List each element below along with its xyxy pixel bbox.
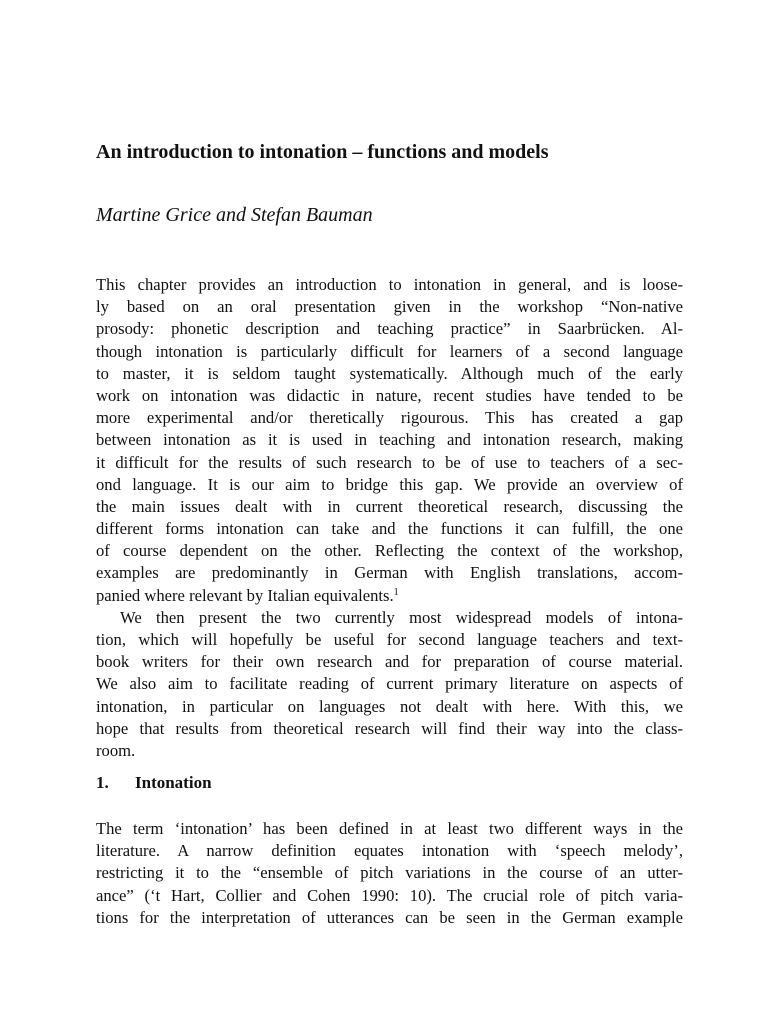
- text-line: literature. A narrow definition equates intonation with ‘speech melody’,: [96, 841, 683, 861]
- text-line: We also aim to facilitate reading of current primary literature on aspects of: [96, 674, 683, 694]
- text-line: of course dependent on the other. Reflecting the context of the workshop,: [96, 541, 683, 561]
- text-line: book writers for their own research and for preparation of course material.: [96, 652, 683, 672]
- section-heading: [96, 772, 212, 794]
- text-line: between intonation as it is used in teaching and intonation research, making: [96, 430, 683, 450]
- text-line: more experimental and/or theretically rigourous. This has created a gap: [96, 408, 683, 428]
- text-line: ly based on an oral presentation given in the workshop “Non-native: [96, 297, 683, 317]
- section-number: 1.: [96, 773, 109, 792]
- chapter-authors: Martine Grice and Stefan Bauman: [96, 204, 373, 226]
- section-title: Intonation: [135, 773, 212, 792]
- text-line: the main issues dealt with in current theoretical research, discussing the: [96, 496, 683, 516]
- text-line: intonation, in particular on languages not dealt with here. With this, we: [96, 696, 683, 716]
- text-line-content: panied where relevant by Italian equivalents.: [96, 585, 394, 605]
- text-line: though intonation is particularly difficult for learners of a second language: [96, 341, 683, 361]
- text-line: tion, which will hopefully be useful for second language teachers and text-: [96, 630, 683, 649]
- text-line: different forms intonation can take and the functions it can fulfill, the one: [96, 519, 683, 539]
- text-line: hope that results from theoretical research will find their way into the class-: [96, 718, 683, 738]
- text-line: ond language. It is our aim to bridge this gap. We provide an overview of: [96, 474, 683, 494]
- section-1-text: [96, 818, 683, 929]
- text-line: The term ‘intonation’ has been defined in at least two different ways in the: [96, 819, 683, 838]
- text-line: [96, 585, 683, 607]
- text-line: room.: [96, 740, 136, 760]
- text-line: This chapter provides an introduction to intonation in general, and is loose-: [96, 275, 683, 294]
- chapter-title: An introduction to intonation – functions and models: [96, 141, 549, 163]
- intro-text: [96, 274, 683, 762]
- text-line: to master, it is seldom taught systematically. Although much of the early: [96, 363, 683, 383]
- text-line: work on intonation was didactic in nature, recent studies have tended to be: [96, 385, 683, 405]
- text-line: examples are predominantly in German with English translations, accom-: [96, 563, 683, 583]
- text-line: ance” (‘t Hart, Collier and Cohen 1990: 10). The crucial role of pitch varia-: [96, 885, 683, 905]
- text-line: it difficult for the results of such research to be of use to teachers of a sec-: [96, 452, 683, 472]
- text-line: tions for the interpretation of utterances can be seen in the German example: [96, 907, 683, 927]
- footnote-marker[interactable]: 1: [393, 586, 399, 598]
- text-line: restricting it to the “ensemble of pitch variations in the course of an utter-: [96, 863, 683, 883]
- text-line: prosody: phonetic description and teaching practice” in Saarbrücken. Al-: [96, 319, 683, 339]
- text-line: We then present the two currently most widespread models of intona-: [120, 607, 683, 627]
